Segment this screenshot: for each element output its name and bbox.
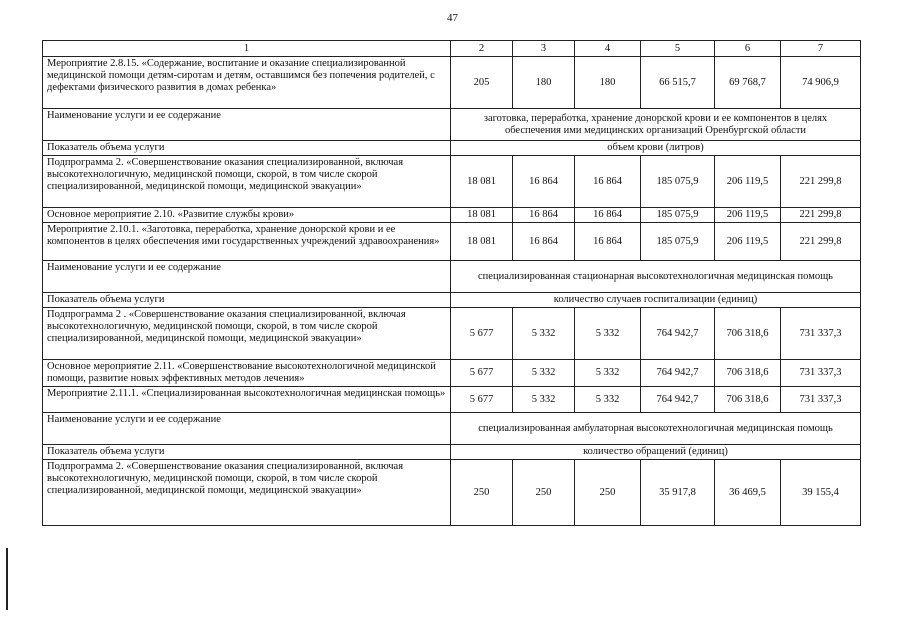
value-cell-col-5: 185 075,9 xyxy=(641,156,715,208)
value-cell-col-5: 764 942,7 xyxy=(641,360,715,387)
value-cell-col-2: 5 677 xyxy=(451,360,513,387)
row-label: Мероприятие 2.11.1. «Специализированная высокотехнологичная медицинская помощь» xyxy=(43,387,451,413)
margin-rule xyxy=(6,548,8,610)
value-cell-col-5: 66 515,7 xyxy=(641,57,715,109)
table-body xyxy=(43,41,861,526)
value-cell-col-6: 69 768,7 xyxy=(715,57,781,109)
value-cell-col-6: 206 119,5 xyxy=(715,156,781,208)
table-row xyxy=(43,223,861,261)
value-cell-col-3: 180 xyxy=(513,57,575,109)
column-header-3: 3 xyxy=(513,41,575,57)
value-cell-col-5: 185 075,9 xyxy=(641,223,715,261)
value-cell-col-7: 39 155,4 xyxy=(781,460,861,526)
value-cell-col-6: 706 318,6 xyxy=(715,308,781,360)
table-row xyxy=(43,460,861,526)
column-header-2: 2 xyxy=(451,41,513,57)
column-header-4: 4 xyxy=(575,41,641,57)
service-description: количество обращений (единиц) xyxy=(451,445,861,460)
service-info-row xyxy=(43,261,861,293)
service-description: количество случаев госпитализации (единиц) xyxy=(451,293,861,308)
value-cell-col-4: 5 332 xyxy=(575,387,641,413)
service-volume-table xyxy=(42,40,861,526)
header-row xyxy=(43,41,861,57)
value-cell-col-2: 18 081 xyxy=(451,156,513,208)
service-info-row xyxy=(43,109,861,141)
table-row xyxy=(43,387,861,413)
value-cell-col-7: 221 299,8 xyxy=(781,156,861,208)
table-row xyxy=(43,360,861,387)
value-cell-col-4: 250 xyxy=(575,460,641,526)
value-cell-col-2: 5 677 xyxy=(451,308,513,360)
value-cell-col-7: 731 337,3 xyxy=(781,308,861,360)
value-cell-col-7: 74 906,9 xyxy=(781,57,861,109)
row-label: Показатель объема услуги xyxy=(43,293,451,308)
value-cell-col-7: 731 337,3 xyxy=(781,387,861,413)
value-cell-col-4: 180 xyxy=(575,57,641,109)
row-label: Мероприятие 2.10.1. «Заготовка, переработка, хранение донорской крови и ее компонентов в целях обеспечения ими государственных учреждений здравоохранения» xyxy=(43,223,451,261)
column-header-7: 7 xyxy=(781,41,861,57)
table-row xyxy=(43,208,861,223)
column-header-6: 6 xyxy=(715,41,781,57)
service-description: специализированная амбулаторная высокотехнологичная медицинская помощь xyxy=(451,413,861,445)
value-cell-col-3: 250 xyxy=(513,460,575,526)
value-cell-col-5: 185 075,9 xyxy=(641,208,715,223)
table-row xyxy=(43,57,861,109)
value-cell-col-5: 764 942,7 xyxy=(641,387,715,413)
value-cell-col-4: 16 864 xyxy=(575,223,641,261)
value-cell-col-2: 205 xyxy=(451,57,513,109)
value-cell-col-3: 5 332 xyxy=(513,308,575,360)
row-label: Мероприятие 2.8.15. «Содержание, воспитание и оказание специализированной медицинской помощи детям-сиротам и детям, оставшимся без попечения родителей, с дефектами физического развития в домах ребенка» xyxy=(43,57,451,109)
row-label: Основное мероприятие 2.10. «Развитие службы крови» xyxy=(43,208,451,223)
value-cell-col-3: 16 864 xyxy=(513,156,575,208)
value-cell-col-2: 5 677 xyxy=(451,387,513,413)
value-cell-col-5: 764 942,7 xyxy=(641,308,715,360)
value-cell-col-4: 16 864 xyxy=(575,208,641,223)
value-cell-col-3: 16 864 xyxy=(513,208,575,223)
row-label: Основное мероприятие 2.11. «Совершенствование высокотехнологичной медицинской помощи, развитие новых эффективных методов лечения» xyxy=(43,360,451,387)
service-info-row xyxy=(43,445,861,460)
service-info-row xyxy=(43,141,861,156)
page-number: 47 xyxy=(447,12,458,24)
value-cell-col-7: 221 299,8 xyxy=(781,223,861,261)
value-cell-col-6: 706 318,6 xyxy=(715,387,781,413)
value-cell-col-5: 35 917,8 xyxy=(641,460,715,526)
service-info-row xyxy=(43,293,861,308)
row-label: Подпрограмма 2. «Совершенствование оказания специализированной, включая высокотехнологичную, медицинской помощи, скорой, в том числе скорой специализированной, медицинской помощи, медицинской эвакуации» xyxy=(43,156,451,208)
value-cell-col-6: 706 318,6 xyxy=(715,360,781,387)
value-cell-col-6: 36 469,5 xyxy=(715,460,781,526)
service-info-row xyxy=(43,413,861,445)
column-header-5: 5 xyxy=(641,41,715,57)
value-cell-col-2: 18 081 xyxy=(451,208,513,223)
value-cell-col-3: 5 332 xyxy=(513,360,575,387)
value-cell-col-3: 16 864 xyxy=(513,223,575,261)
value-cell-col-2: 18 081 xyxy=(451,223,513,261)
service-description: заготовка, переработка, хранение донорской крови и ее компонентов в целях обеспечения ими медицинских организаций Оренбургской области xyxy=(451,109,861,141)
value-cell-col-4: 16 864 xyxy=(575,156,641,208)
service-description: специализированная стационарная высокотехнологичная медицинская помощь xyxy=(451,261,861,293)
row-label: Показатель объема услуги xyxy=(43,141,451,156)
value-cell-col-6: 206 119,5 xyxy=(715,223,781,261)
row-label: Подпрограмма 2 . «Совершенствование оказания специализированной, включая высокотехнологичную, медицинской помощи, скорой, в том числе скорой специализированной, медицинской помощи, медицинской эвакуации» xyxy=(43,308,451,360)
value-cell-col-4: 5 332 xyxy=(575,360,641,387)
row-label: Наименование услуги и ее содержание xyxy=(43,413,451,445)
table-row xyxy=(43,156,861,208)
value-cell-col-7: 731 337,3 xyxy=(781,360,861,387)
row-label: Наименование услуги и ее содержание xyxy=(43,261,451,293)
value-cell-col-2: 250 xyxy=(451,460,513,526)
value-cell-col-3: 5 332 xyxy=(513,387,575,413)
row-label: Показатель объема услуги xyxy=(43,445,451,460)
value-cell-col-6: 206 119,5 xyxy=(715,208,781,223)
table-row xyxy=(43,308,861,360)
value-cell-col-7: 221 299,8 xyxy=(781,208,861,223)
value-cell-col-4: 5 332 xyxy=(575,308,641,360)
row-label: Подпрограмма 2. «Совершенствование оказания специализированной, включая высокотехнологичную, медицинской помощи, скорой, в том числе скорой специализированной, медицинской помощи, медицинской эвакуации» xyxy=(43,460,451,526)
service-description: объем крови (литров) xyxy=(451,141,861,156)
column-header-1: 1 xyxy=(43,41,451,57)
row-label: Наименование услуги и ее содержание xyxy=(43,109,451,141)
